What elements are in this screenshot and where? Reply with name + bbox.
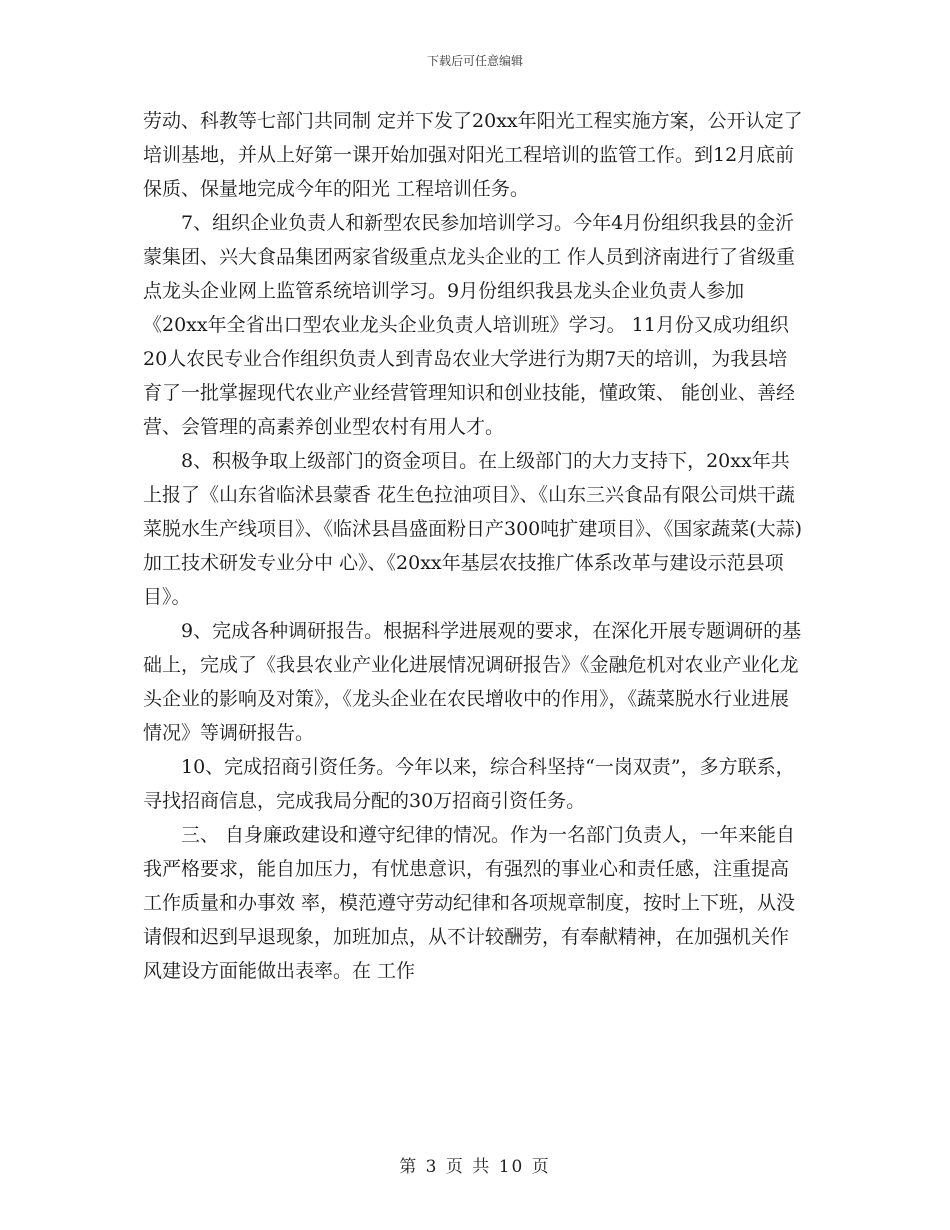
paragraph-section-three: 三、 自身廉政建设和遵守纪律的情况。作为一名部门负责人，一年来能自我严格要求，能自加压力，有忧患意识，有强烈的事业心和责任感，注重提高工作质量和办事效 率，模范遵守劳动纪律和各项规章制度，按时上下班，从没请假和迟到早退现象，加班加点，从不计较酬劳，有奉献精神，在加强机关作风建设方面能做出表率。在 工作 (143, 824, 796, 982)
paragraph-item-8: 8、积极争取上级部门的资金项目。在上级部门的大力支持下，20xx年共上报了《山东省临沭县蒙香 花生色拉油项目》、《山东三兴食品有限公司烘干蔬菜脱水生产线项目》、《临沭县昌盛面粉日产300吨扩建项目》、《国家蔬菜(大蒜)加工技术研发专业分中 心》、《20xx年基层农技推广体系改革与建设示范县项目》。 (143, 450, 803, 608)
page-footer: 第 3 页 共 10 页 (399, 1157, 551, 1177)
paragraph-continuation: 劳动、科教等七部门共同制 定并下发了20xx年阳光工程实施方案，公开认定了培训基地，并从上好第一课开始加强对阳光工程培训的监管工作。到12月底前保质、保量地完成今年的阳光 工程培训任务。 (143, 110, 803, 200)
document-body (143, 104, 805, 988)
paragraph-item-9: 9、完成各种调研报告。根据科学进展观的要求，在深化开展专题调研的基础上，完成了《我县农业产业化进展情况调研报告》《金融危机对农业产业化龙头企业的影响及对策》，《龙头企业在农民增收中的作用》，《蔬菜脱水行业进展情况》等调研报告。 (143, 620, 802, 744)
paragraph-item-7: 7、组织企业负责人和新型农民参加培训学习。今年4月份组织我县的金沂蒙集团、兴大食品集团两家省级重点龙头企业的工 作人员到济南进行了省级重点龙头企业网上监管系统培训学习。9月份组织我县龙头企业负责人参加《20xx年全省出口型农业龙头企业负责人培训班》学习。 11月份又成功组织20人农民专业合作组织负责人到青岛农业大学进行为期7天的培训，为我县培育了一批掌握现代农业产业经营管理知识和创业技能，懂政策、 能创业、善经营、会管理的高素养创业型农村有用人才。 (143, 212, 796, 438)
page-header: 下载后可任意编辑 (426, 54, 523, 68)
paragraph-item-10: 10、完成招商引资任务。今年以来，综合科坚持“一岗双责”，多方联系，寻找招商信息，完成我局分配的30万招商引资任务。 (143, 756, 795, 812)
